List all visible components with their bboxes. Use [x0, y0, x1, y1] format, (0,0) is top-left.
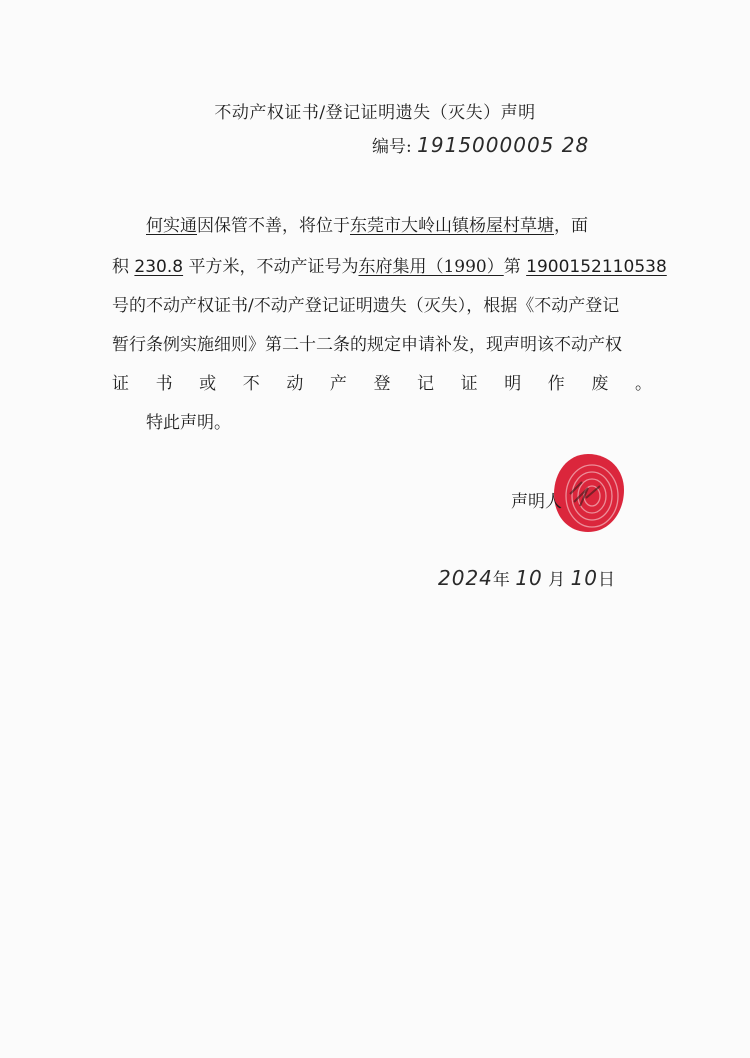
certificate-number: 1900152110538 [526, 257, 667, 277]
owner-name: 何实通 [146, 216, 197, 236]
certificate-prefix: 东府集用（1990） [358, 257, 504, 277]
body-line-3: 号的不动产权证书/不动产登记证明遗失（灭失），根据《不动产登记 [112, 296, 620, 316]
body-line-1: 何实通因保管不善，将位于东莞市大岭山镇杨屋村草塘，面 [146, 216, 588, 236]
property-location: 东莞市大岭山镇杨屋村草塘 [350, 216, 554, 236]
date-day: 10 [570, 566, 599, 590]
area-value: 230.8 [134, 257, 184, 277]
date-month: 10 [515, 566, 543, 590]
document-number [372, 132, 589, 157]
page-title: 不动产权证书/登记证明遗失（灭失）声明 [214, 103, 536, 123]
body-line-4: 暂行条例实施细则》第二十二条的规定申请补发，现声明该不动产权 [112, 335, 622, 355]
body-line-5: 证 书 或 不 动 产 登 记 证 明 作 废 。 [112, 374, 652, 394]
statement-date: 2024年 10 月 10日 [438, 566, 616, 590]
document-number-value: 1915000005 28 [417, 133, 590, 157]
document-number-label: 编号: [372, 137, 412, 157]
body-line-2: 积 230.8 平方米，不动产证号为东府集用（1990）第 1900152110538 [112, 257, 667, 277]
closing-text: 特此声明。 [146, 413, 231, 433]
declarant-label: 声明人 [511, 492, 562, 512]
date-year: 2024 [438, 566, 493, 590]
